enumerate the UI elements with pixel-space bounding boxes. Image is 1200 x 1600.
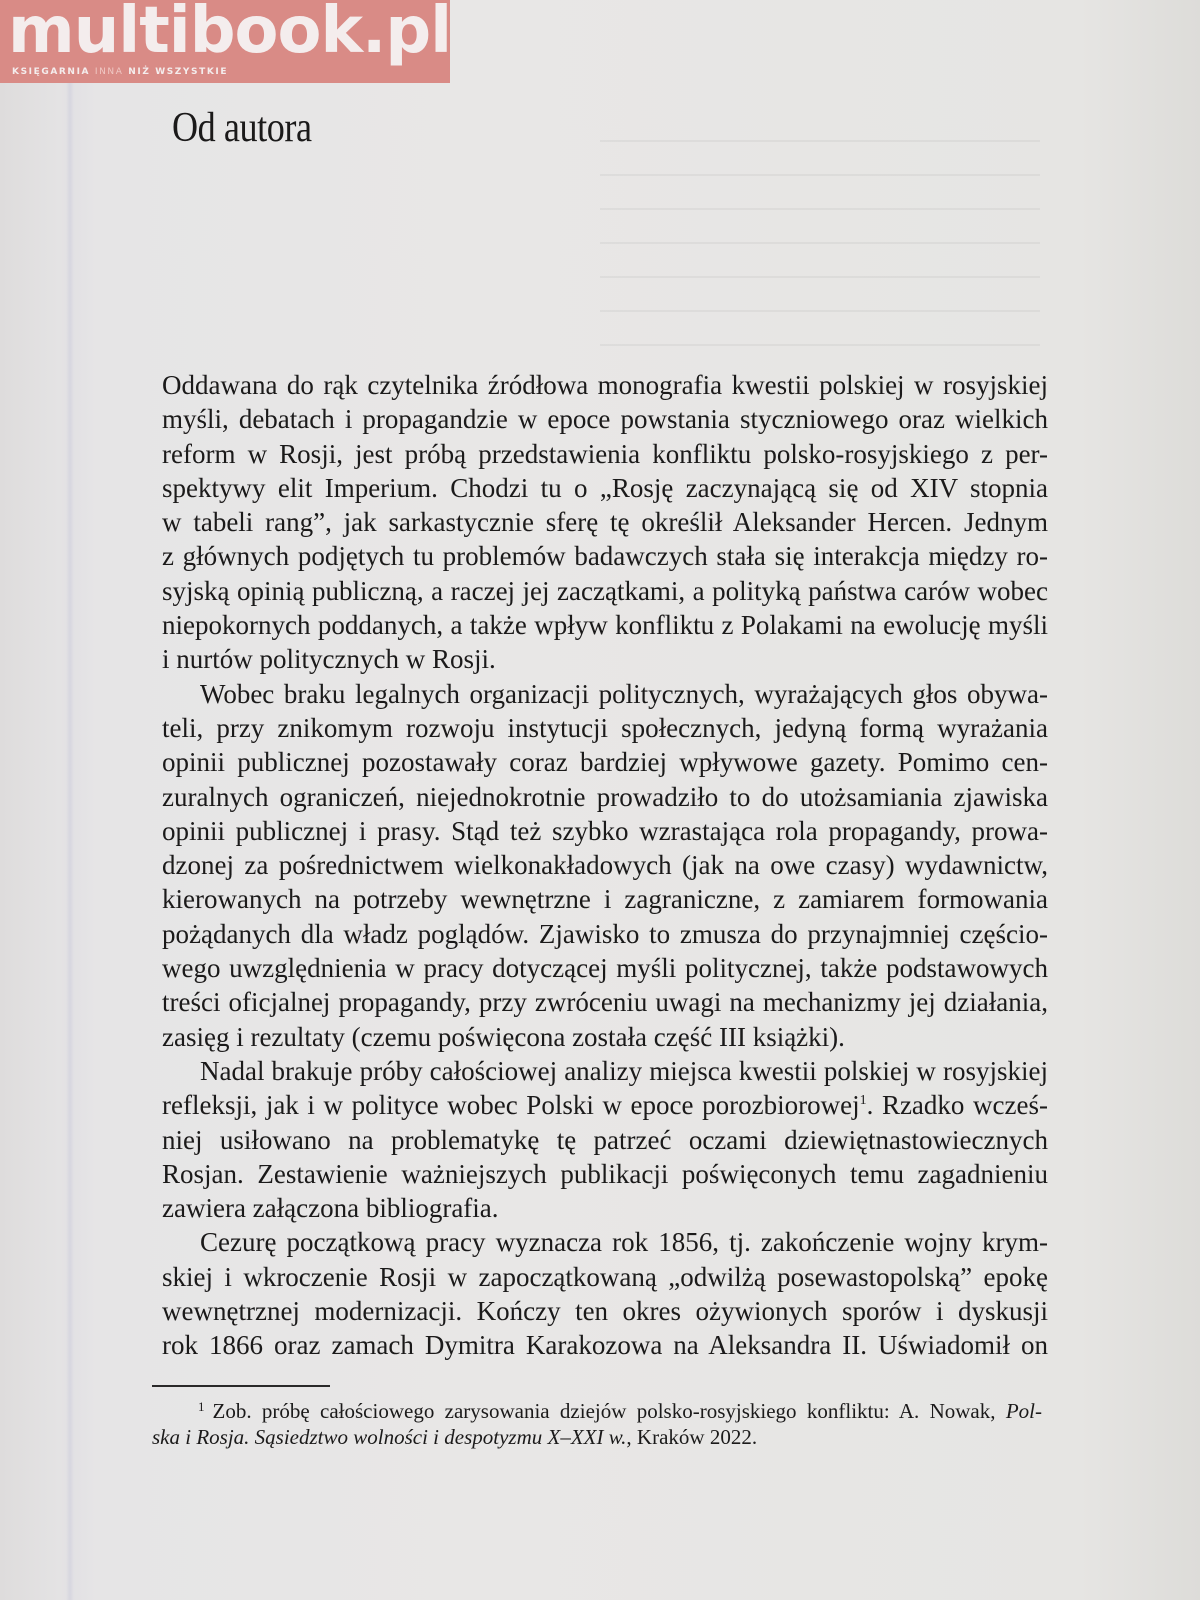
logo-tagline-part: NIŻ WSZYSTKIE	[128, 67, 229, 77]
text-line: zasięg i rezultaty (czemu poświęcona została część III książki).	[162, 1021, 845, 1052]
text-line: pożądanych dla władz poglądów. Zjawisko to zmusza do przynajmniej częścio-	[162, 918, 1048, 949]
text-line: w tabeli rang”, jak sarkastycznie sferę tę określił Aleksander Hercen. Jednym	[162, 507, 1048, 538]
text-segment: . Rzadko wcześ-	[866, 1090, 1048, 1121]
footnote-line	[152, 1422, 1042, 1452]
text-segment: refleksji, jak i w polityce wobec Polski w epoce porozbiorowej	[162, 1090, 860, 1121]
text-line: Oddawana do rąk czytelnika źródłowa monografia kwestii polskiej w rosyjskiej	[162, 370, 1048, 400]
text-line: wego uwzględnienia w pracy dotyczącej myśli politycznej, także podstawowych	[162, 953, 1048, 984]
text-line: dzonej za pośrednictwem wielkonakładowych (jak na owe czasy) wydawnictw,	[162, 850, 1048, 881]
text-line: niej usiłowano na problematykę tę patrzeć oczami dziewiętnastowiecznych	[162, 1124, 1048, 1155]
text-line: opinii publicznej pozostawały coraz bardziej wpływowe gazety. Pomimo cen-	[162, 747, 1048, 778]
text-line: reform w Rosji, jest próbą przedstawienia konfliktu polsko-rosyjskiego z per-	[162, 438, 1048, 469]
text-line: zawiera załączona bibliografia.	[162, 1193, 499, 1224]
footnote-italic: Pol-	[1005, 1399, 1042, 1423]
text-line: syjską opinią publiczną, a raczej jej zaczątkami, a polityką państwa carów wobec	[162, 575, 1048, 606]
text-line: spektywy elit Imperium. Chodzi tu o „Rosję zaczynającą się od XIV stopnia	[162, 472, 1048, 503]
footnote-mark: 1	[198, 1399, 205, 1414]
show-through-text	[600, 120, 1040, 360]
footnote-italic: ska i Rosja. Sąsiedztwo wolności i despotyzmu X–XXI w.	[152, 1425, 627, 1449]
footnote	[152, 1392, 1042, 1452]
text-line	[162, 1088, 1048, 1122]
text-line: myśli, debatach i propagandzie w epoce powstania styczniowego oraz wielkich	[162, 404, 1048, 435]
text-line: kierowanych na potrzeby wewnętrzne i zagraniczne, z zamiarem formowania	[162, 884, 1048, 915]
page-fold-shadow	[66, 80, 74, 1600]
logo-tagline	[12, 67, 228, 77]
text-line: opinii publicznej i prasy. Stąd też szybko wzrastająca rola propagandy, prowa-	[162, 815, 1048, 846]
footnote-line	[152, 1392, 1042, 1422]
text-line: Wobec braku legalnych organizacji politycznych, wyrażających głos obywa-	[200, 678, 1048, 709]
footnote-text: Zob. próbę całościowego zarysowania dziejów polsko-rosyjskiego konfliktu: A. Nowak,	[212, 1399, 996, 1423]
text-line: skiej i wkroczenie Rosji w zapoczątkowaną „odwilżą posewastopolską” epokę	[162, 1261, 1048, 1292]
logo-brand: multibook.pl	[8, 0, 452, 68]
footnote-text: , Kraków 2022.	[626, 1425, 758, 1449]
text-line: i nurtów politycznych w Rosji.	[162, 644, 496, 675]
footnote-separator	[152, 1385, 330, 1387]
page-title: Od autora	[172, 105, 312, 151]
text-line: z głównych podjętych tu problemów badawczych stała się interakcja między ro-	[162, 541, 1048, 572]
body-text	[162, 368, 1048, 1363]
text-line: teli, przy znikomym rozwoju instytucji społecznych, jedyną formą wyrażania	[162, 712, 1048, 743]
text-line: treści oficjalnej propagandy, przy zwróceniu uwagi na mechanizmy jej działania,	[162, 987, 1048, 1018]
footnote-reference[interactable]: 1	[859, 1093, 867, 1109]
text-line: Rosjan. Zestawienie ważniejszych publikacji poświęconych temu zagadnieniu	[162, 1158, 1048, 1189]
text-line: niepokornych poddanych, a także wpływ konfliktu z Polakami na ewolucję myśli	[162, 610, 1048, 641]
logo-tagline-part: INNA	[94, 67, 124, 77]
text-line: wewnętrznej modernizacji. Kończy ten okres ożywionych sporów i dyskusji	[162, 1296, 1048, 1327]
text-line: Cezurę początkową pracy wyznacza rok 1856, tj. zakończenie wojny krym-	[200, 1227, 1048, 1258]
text-line: Nadal brakuje próby całościowej analizy miejsca kwestii polskiej w rosyjskiej	[200, 1055, 1048, 1086]
text-line: rok 1866 oraz zamach Dymitra Karakozowa na Aleksandra II. Uświadomił on	[162, 1330, 1048, 1361]
text-line: zuralnych ograniczeń, niejednokrotnie prowadziło to do utożsamiania zjawiska	[162, 781, 1048, 812]
logo-tagline-part: KSIĘGARNIA	[12, 67, 91, 77]
watermark-logo	[0, 0, 450, 83]
